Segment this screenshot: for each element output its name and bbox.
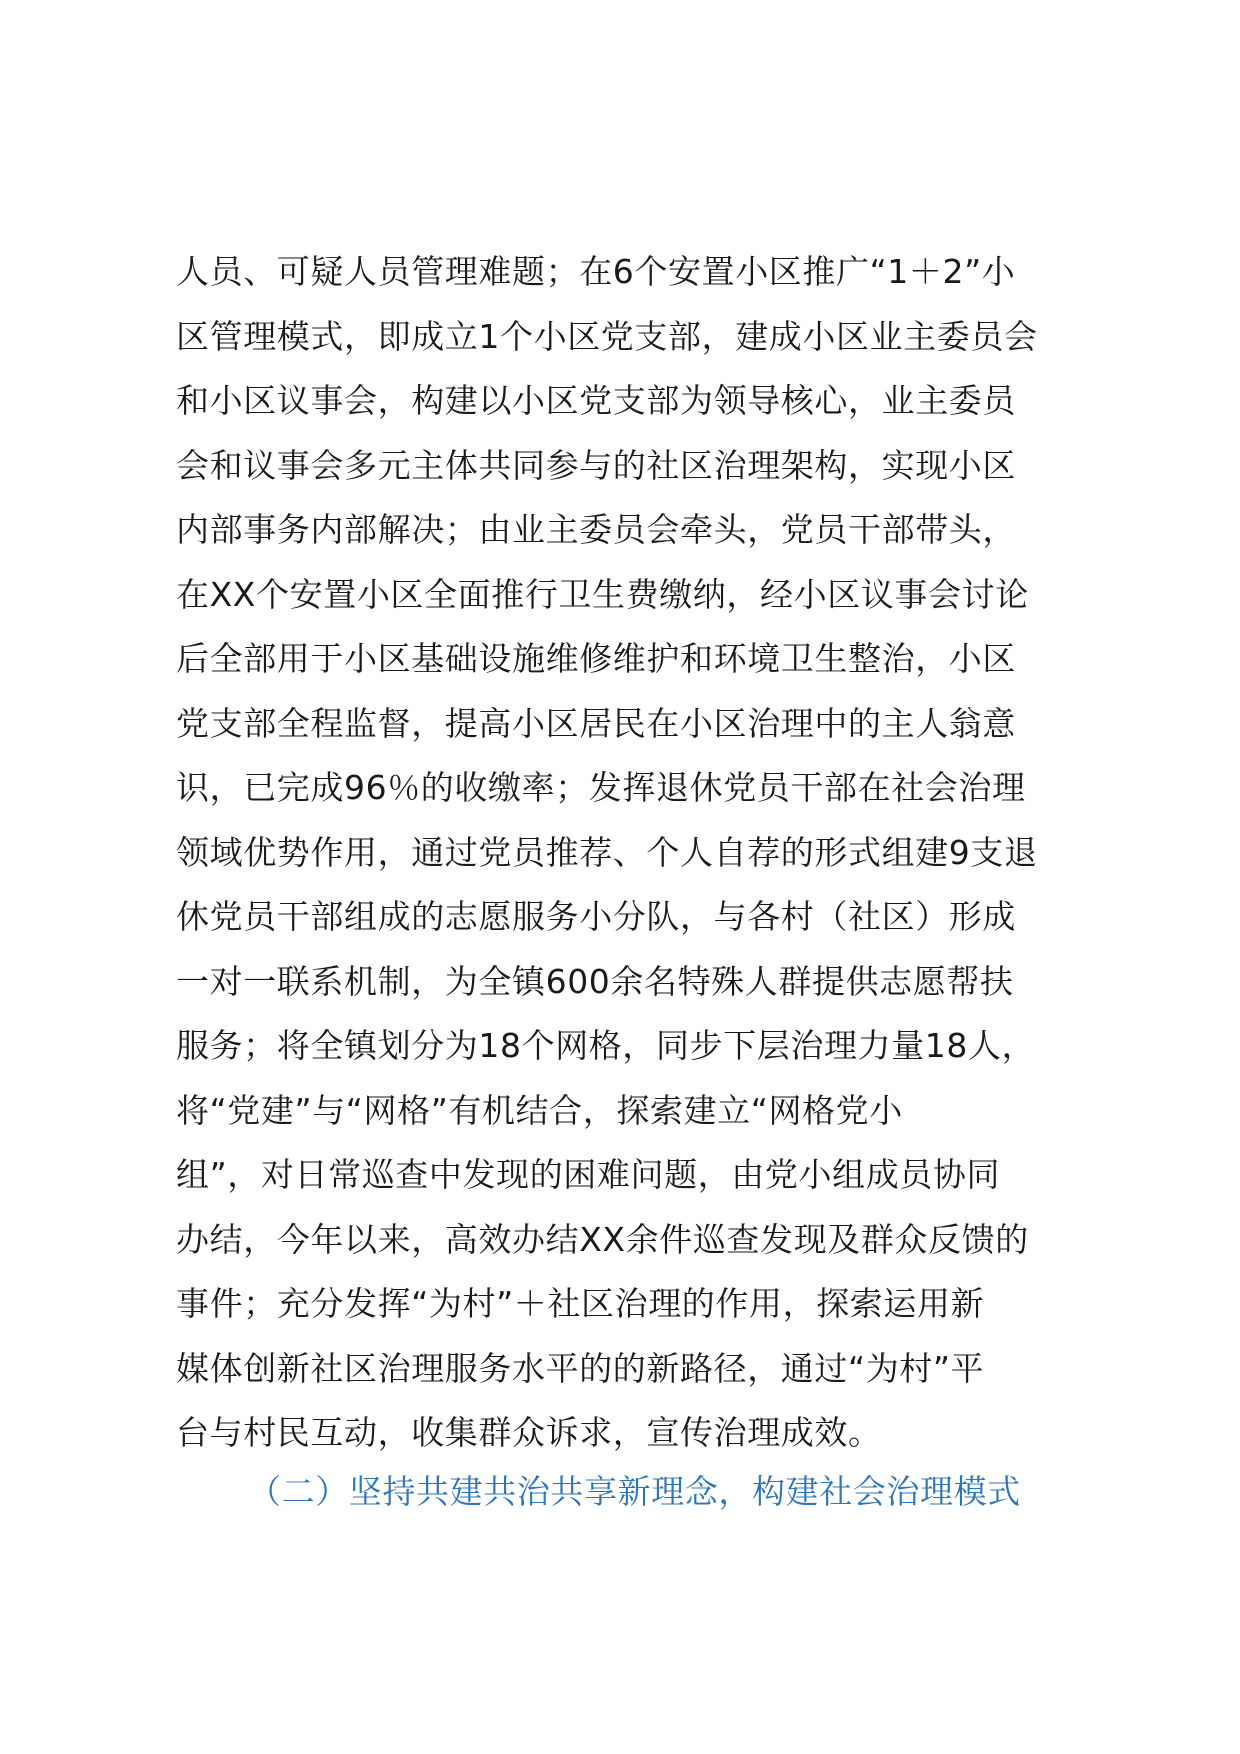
paragraph-line: 台与村民互动，收集群众诉求，宣传治理成效。 [176, 1413, 882, 1452]
paragraph-line: 媒体创新社区治理服务水平的的新路径，通过“为村”平 [176, 1348, 985, 1388]
paragraph-line: 后全部用于小区基础设施维修维护和环境卫生整治，小区 [176, 639, 1016, 678]
section-heading: （二）坚持共建共治共享新理念，构建社会治理模式 [248, 1472, 1021, 1511]
paragraph-line: 服务；将全镇划分为18个网格，同步下层治理力量18人， [176, 1026, 1036, 1065]
paragraph-line: 休党员干部组成的志愿服务小分队，与各村（社区）形成 [176, 897, 1016, 936]
paragraph-line: 党支部全程监督，提高小区居民在小区治理中的主人翁意 [176, 703, 1016, 743]
paragraph-line: 内部事务内部解决；由业主委员会牵头，党员干部带头， [176, 510, 1016, 549]
paragraph-line: 办结，今年以来，高效办结XX余件巡查发现及群众反馈的 [176, 1219, 1029, 1259]
paragraph-line: 将“党建”与“网格”有机结合，探索建立“网格党小 [176, 1090, 903, 1130]
paragraph-line: 在XX个安置小区全面推行卫生费缴纳，经小区议事会讨论 [176, 574, 1029, 614]
paragraph-line: 和小区议事会，构建以小区党支部为领导核心，业主委员 [176, 381, 1016, 420]
paragraph-line: 人员、可疑人员管理难题；在6个安置小区推广“1＋2”小 [176, 252, 1016, 291]
paragraph-line: 事件；充分发挥“为村”＋社区治理的作用，探索运用新 [176, 1284, 985, 1323]
paragraph-line: 会和议事会多元主体共同参与的社区治理架构，实现小区 [176, 445, 1016, 485]
paragraph-line: 区管理模式，即成立1个小区党支部，建成小区业主委员会 [176, 316, 1038, 356]
body-paragraph [176, 240, 1116, 1466]
paragraph-line: 识，已完成96％的收缴率；发挥退休党员干部在社会治理 [176, 768, 1026, 807]
paragraph-line: 组”，对日常巡查中发现的困难问题，由党小组成员协同 [176, 1155, 1001, 1194]
paragraph-line: 一对一联系机制，为全镇600余名特殊人群提供志愿帮扶 [176, 961, 1014, 1001]
paragraph-line: 领域优势作用，通过党员推荐、个人自荐的形式组建9支退 [176, 832, 1038, 872]
